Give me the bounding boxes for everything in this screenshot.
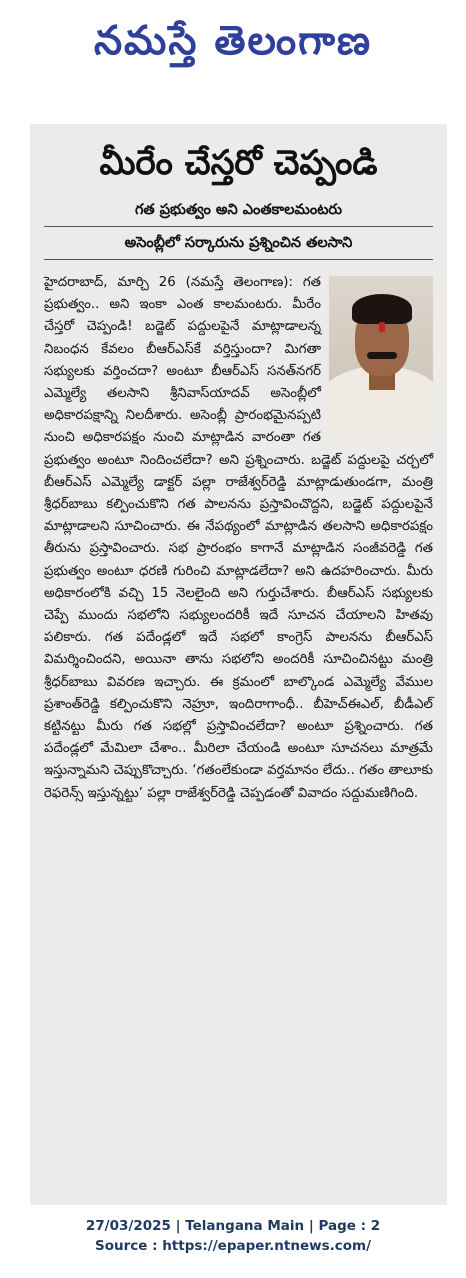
divider: [44, 226, 433, 227]
masthead-title: నమస్తే తెలంగాణ: [93, 18, 373, 64]
article-subheadline-1: గత ప్రభుత్వం అని ఎంతకాలమంటరు: [134, 202, 343, 218]
portrait-photo: [329, 276, 433, 436]
divider: [44, 259, 433, 260]
footer-date-edition: 27/03/2025 | Telangana Main | Page : 2: [85, 1218, 381, 1234]
masthead: [0, 0, 466, 92]
article-subheadline-2: అసెంబ్లీలో సర్కారును ప్రశ్నించిన తలసాని: [124, 235, 353, 251]
article-body-wrap: [44, 272, 433, 805]
article-headline: మీరేం చేస్తరో చెప్పండి: [99, 143, 378, 183]
article-body: హైదరాబాద్, మార్చి 26 (నమస్తే తెలంగాణ): గత ప్రభుత్వం.. అని ఇంకా ఎంత కాలమంటరు. మీరేం చేస్తరో చెప్పండి! బడ్జెట్ పద్దులపైనే మాట్లాడాలన్న నిబంధన కేవలం బీఆర్ఎస్‌కే వర్తిస్తుందా? మిగతా సభ్యులకు వర్తించదా? అంటూ బీఆర్ఎస్ సనత్‌నగర్ ఎమ్మెల్యే తలసాని శ్రీనివాస్‌యాదవ్ అసెంబ్లీలో అధికారపక్షాన్ని నిలదీశారు. అసెంబ్లీ ప్రారంభమైనప్పటి నుంచి అధికారపక్షం నుంచి మాట్లాడిన వారంతా గత ప్రభుత్వం అంటూ నిందించలేదా? అని ప్రశ్నించారు. బడ్జెట్ పద్దులపై చర్చలో బీఆర్ఎస్ ఎమ్మెల్యే డాక్టర్ పల్లా రాజేశ్వర్‌రెడ్డి మాట్లాడుతుండగా, మంత్రి శ్రీధర్‌బాబు కల్పించుకొని గత పాలనను ప్రస్తావించొద్దని, బడ్జెట్ పద్దులపైనే మాట్లాడాలని సూచించారు. ఈ నేపథ్యంలో మాట్లాడిన తలసాని అధికారపక్షం తీరును ప్రస్తావించారు. సభ ప్రారంభం కాగానే మాట్లాడిన సంజీవరెడ్డి గత ప్రభుత్వం అంటూ ధరణి గురించి మాట్లాడలేదా? అని ఉదహరించారు. మీరు అధికారంలోకి వచ్చి 15 నెలలైంది అని గుర్తుచేశారు. బీఆర్ఎస్ సభ్యులకు చెప్పే ముందు సభలోని సభ్యులందరికీ ఇదే సూచన చేయాలని హితవు పలికారు. గత పదేండ్లలో ఇదే సభలో కాంగ్రెస్ పాలనను బీఆర్ఎస్ విమర్శించిందని, అయినా తాను సభలోని అందరికీ సూచించినట్టు మంత్రి శ్రీధర్‌బాబు వివరణ ఇచ్చారు. ఈ క్రమంలో బాల్కొండ ఎమ్మెల్యే వేముల ప్రశాంత్‌రెడ్డి కల్పించుకొని నెహ్రూ, ఇందిరాగాంధీ.. బీహెచ్ఈఎల్, బీడీఎల్ కట్టినట్టు మీరు గత సభల్లో ప్రస్తావించలేదా? అంటూ ప్రశ్నించారు. గత పదేండ్లలో మేమిలా చేశాం.. మీరిలా చేయండి అంటూ సూచనలు మాత్రమే ఇస్తున్నామని చెప్పుకొచ్చారు. ‘గతంలేకుండా వర్తమానం లేదు.. గతం తాలూకు రెఫరెన్స్ ఇస్తున్నట్టు’ పల్లా రాజేశ్వర్‌రెడ్డి చెప్పడంతో వివాదం సద్దుమణిగింది.: [44, 275, 433, 801]
footer-source: Source : https://epaper.ntnews.com/: [94, 1238, 372, 1254]
article-clipping: [30, 124, 447, 1205]
